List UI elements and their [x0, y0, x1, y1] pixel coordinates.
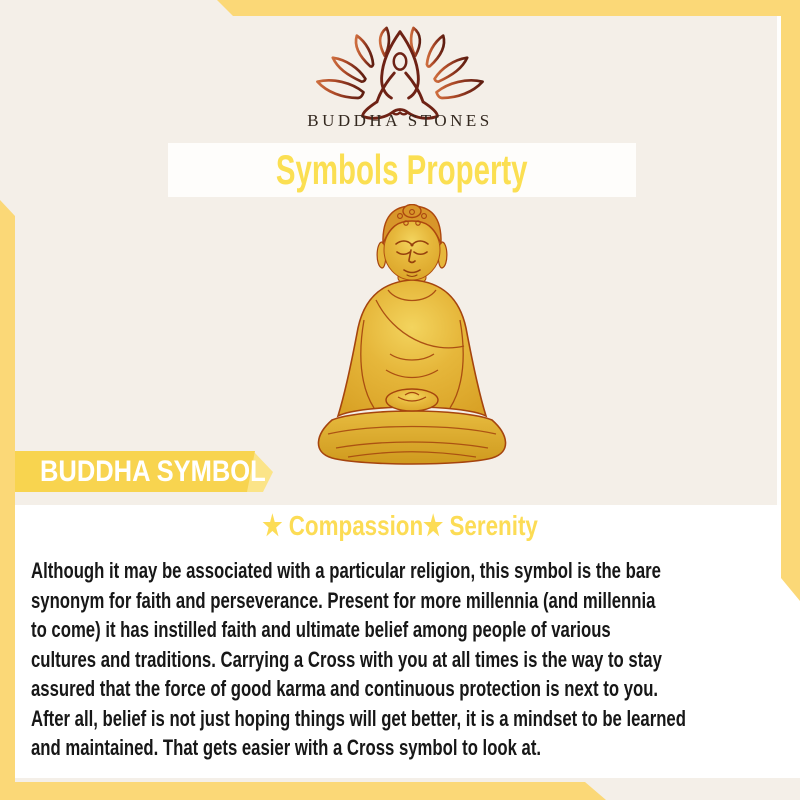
traits-heading-row [0, 509, 800, 542]
description-paragraph [31, 556, 791, 763]
paragraph-line: to come) it has instilled faith and ultimate belief among people of various [31, 617, 611, 642]
brand-name: BUDDHA STONES [307, 111, 493, 130]
lotus-meditation-logo-icon [308, 26, 492, 122]
buddha-symbol-ribbon [15, 451, 285, 492]
paragraph-line: After all, belief is not just hoping things will get better, it is a mindset to be learned [31, 705, 686, 731]
traits-heading: ★ Compassion★ Serenity [262, 510, 538, 541]
paragraph-line: assured that the force of good karma and continuous protection is next to you. [31, 676, 659, 701]
page-title: Symbols Property [276, 146, 528, 193]
paragraph-line: cultures and traditions. Carrying a Cross with you at all times is the way to stay [31, 646, 662, 672]
title-banner [168, 143, 636, 197]
ribbon-label: BUDDHA SYMBOL [40, 455, 266, 488]
paragraph-line: Although it may be associated with a particular religion, this symbol is the bare [31, 558, 661, 583]
paragraph-line: and maintained. That gets easier with a Cross symbol to look at. [31, 735, 542, 760]
golden-buddha-statue-icon [300, 204, 524, 470]
paragraph-line: synonym for faith and perseverance. Present for more millennia (and millennia [31, 587, 656, 613]
